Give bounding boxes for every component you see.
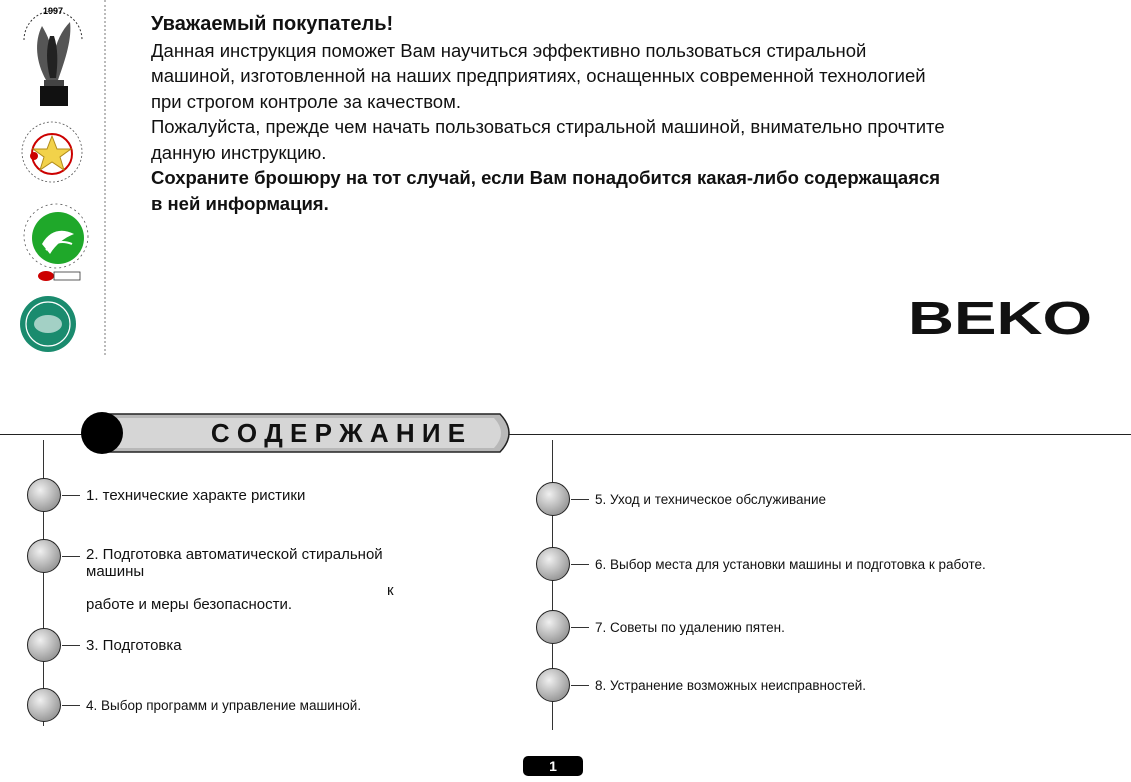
toc-bullet: [536, 610, 570, 644]
toc-item-1[interactable]: 1. технические характе ристики: [86, 487, 306, 504]
toc-bullet: [536, 547, 570, 581]
intro-line: Данная инструкция поможет Вам научиться эффективно пользоваться стиральной: [151, 39, 867, 61]
toc-bullet: [27, 688, 61, 722]
toc-item-2-k: к: [387, 582, 394, 599]
greeting-heading: Уважаемый покупатель!: [151, 13, 394, 35]
toc-item-2[interactable]: 2. Подготовка автоматической стиральной: [86, 546, 383, 563]
award-badge-sgs: [16, 292, 80, 361]
toc-bullet: [27, 478, 61, 512]
left-column-divider: [104, 0, 106, 355]
svg-text:1: 1: [549, 758, 557, 774]
intro-line: машиной, изготовленной на наших предприятиях, оснащенных современной технологией: [151, 65, 926, 86]
svg-text:С О Д Е Р Ж А Н И Е: С О Д Е Р Ж А Н И Е: [210, 418, 466, 448]
toc-item-6[interactable]: 6. Выбор места для установки машины и подготовка к работе.: [595, 557, 986, 572]
toc-bullet: [27, 539, 61, 573]
toc-tick: [571, 627, 589, 628]
toc-bullet: [536, 668, 570, 702]
toc-item-4[interactable]: 4. Выбор программ и управление машиной.: [86, 698, 362, 713]
beko-logo: [906, 298, 1094, 343]
intro-line: Пожалуйста, прежде чем начать пользоваться стиральной машиной, внимательно прочтите: [151, 116, 945, 137]
intro-bold-line: Сохраните брошюру на тот случай, если Вам понадобится какая-либо содержащаяся: [151, 167, 941, 188]
award-badge-tse-environment: [16, 200, 92, 291]
intro-bold-line: в ней информация.: [151, 192, 329, 214]
toc-item-2-cont[interactable]: работе и меры безопасности.: [86, 596, 292, 613]
svg-text:BEKO: BEKO: [908, 298, 1092, 338]
toc-item-8[interactable]: 8. Устранение возможных неисправностей.: [595, 678, 867, 693]
toc-tick: [62, 645, 80, 646]
toc-title-banner: [80, 410, 520, 461]
toc-item-7[interactable]: 7. Советы по удалению пятен.: [595, 620, 785, 635]
toc-tick: [62, 705, 80, 706]
toc-tick: [571, 564, 589, 565]
intro-line: при строгом контроле за качеством.: [151, 90, 461, 112]
intro-line: данную инструкцию.: [151, 141, 327, 163]
award-badge-tubitak-kalder: [16, 116, 88, 193]
toc-item-3[interactable]: 3. Подготовка: [86, 637, 182, 654]
toc-item-5[interactable]: 5. Уход и техническое обслуживание: [595, 492, 827, 507]
svg-text:1997: 1997: [42, 6, 64, 16]
award-badge-1997: [16, 2, 90, 115]
toc-bullet: [536, 482, 570, 516]
toc-tick: [571, 499, 589, 500]
toc-item-2-cont[interactable]: машины: [86, 563, 145, 580]
toc-tick: [62, 495, 80, 496]
toc-tick: [62, 556, 80, 557]
intro-text-block: [151, 12, 1101, 216]
toc-tick: [571, 685, 589, 686]
toc-bullet: [27, 628, 61, 662]
